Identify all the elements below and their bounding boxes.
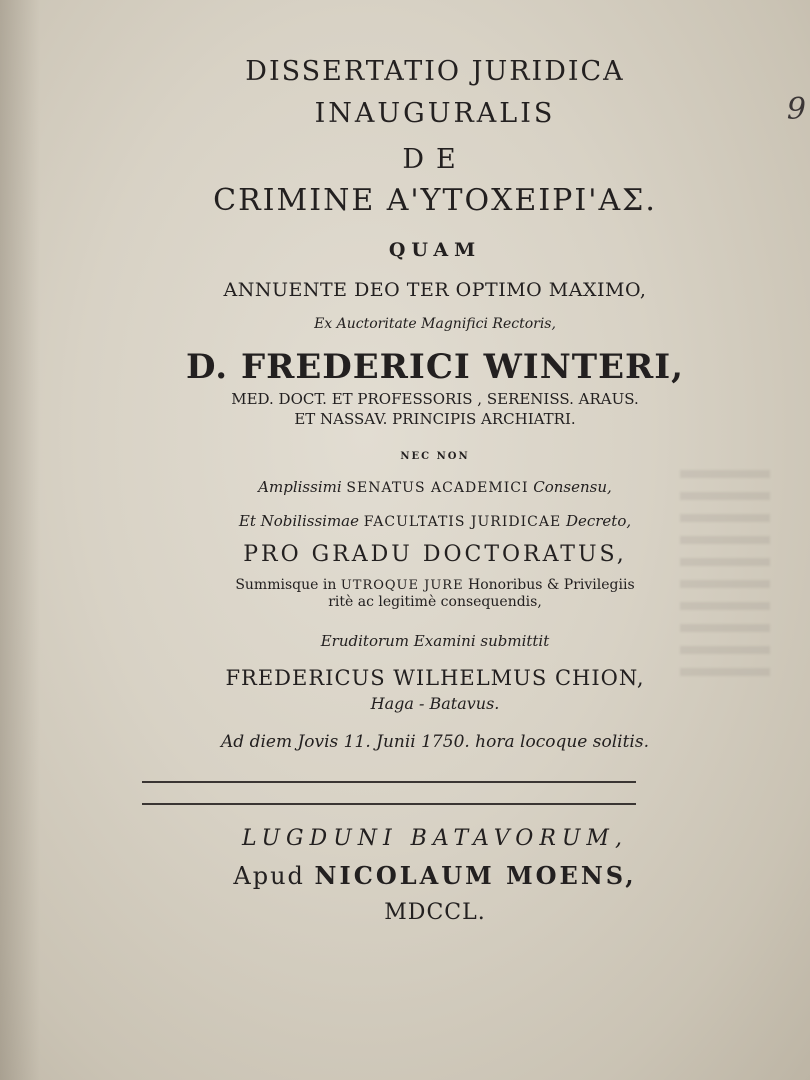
senatus-italic-1: Amplissimi	[258, 478, 347, 496]
summisque-line-2: ritè ac legitimè consequendis,	[328, 594, 542, 610]
imprint-printer: NICOLAUM MOENS,	[314, 861, 637, 890]
senatus-line	[30, 480, 810, 495]
title-line-crimine: CRIMINE Α'ΥΤΟΧΕΙΡΙ'ΑΣ.	[213, 183, 657, 218]
eruditorum-line: Eruditorum Examini submittit	[320, 632, 550, 650]
facultas-line	[30, 514, 810, 529]
quam-line: QUAM	[388, 239, 482, 261]
defense-date-line: Ad diem Jovis 11. Junii 1750. hora locoque solitis.	[221, 732, 649, 752]
rector-titles-line-1: MED. DOCT. ET PROFESSORIS , SERENISS. ARAUS.	[231, 390, 639, 408]
title-line-1: DISSERTATIO JURIDICA	[245, 56, 625, 87]
divider-rule-bottom	[142, 803, 636, 805]
imprint-city: LUGDUNI BATAVORUM,	[242, 826, 628, 851]
imprint-printer-line	[30, 861, 810, 890]
rector-titles-line-2: ET NASSAV. PRINCIPIS ARCHIATRI.	[294, 410, 576, 428]
summisque-text-a: Summisque in	[235, 577, 341, 593]
facultas-italic-1: Et Nobilissimae	[238, 512, 364, 530]
title-line-2: INAUGURALIS	[314, 98, 556, 129]
imprint-year: MDCCL.	[384, 900, 486, 925]
annuente-line: ANNUENTE DEO TER OPTIMO MAXIMO,	[223, 279, 647, 301]
summisque-line-1	[30, 578, 810, 592]
nec-non-line: NEC NON	[400, 451, 470, 462]
summisque-text-c: Honoribus & Privilegiis	[463, 577, 635, 593]
facultas-italic-2: Decreto,	[561, 512, 632, 530]
facultas-smallcaps: FACULTATIS JURIDICAE	[363, 514, 562, 530]
divider-rule-top	[142, 781, 636, 783]
title-line-de: DE	[402, 144, 468, 175]
utroque-jure: UTROQUE JURE	[340, 578, 464, 593]
author-origin: Haga - Batavus.	[370, 694, 500, 713]
senatus-smallcaps: SENATUS ACADEMICI	[346, 480, 529, 496]
rector-name: D. FREDERICI WINTERI,	[186, 347, 684, 387]
author-name: FREDERICUS WILHELMUS CHION,	[225, 666, 645, 690]
senatus-italic-2: Consensu,	[528, 478, 612, 496]
ex-auctoritate-line: Ex Auctoritate Magnifici Rectoris,	[314, 316, 556, 332]
margin-handwritten-mark: 9	[786, 92, 806, 127]
imprint-apud: Apud	[233, 862, 315, 890]
pro-gradu-line: PRO GRADU DOCTORATUS,	[243, 542, 627, 567]
